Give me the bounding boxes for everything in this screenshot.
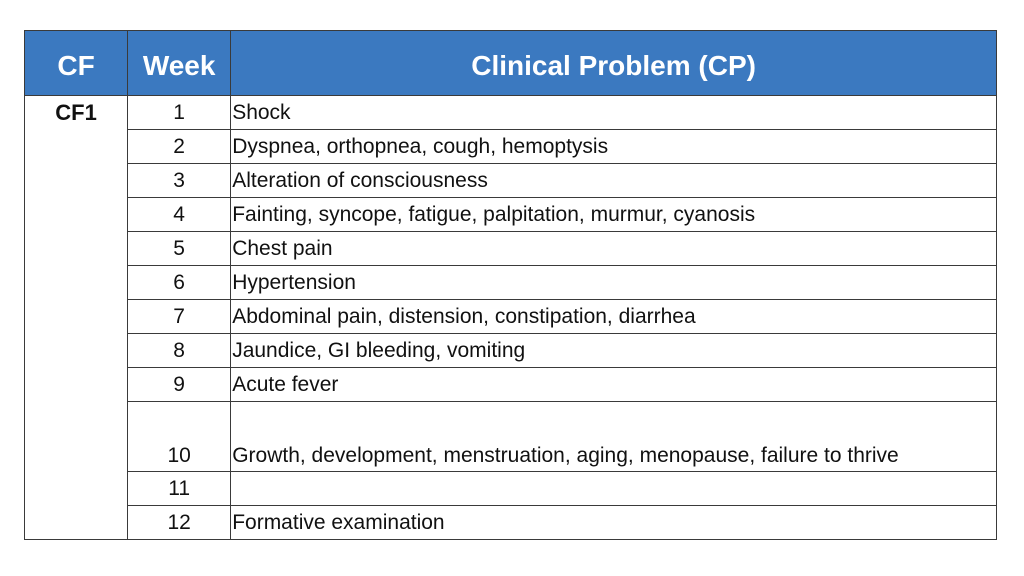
table-row [25,198,997,232]
week-cell: 4 [128,198,231,232]
problem-cell: Abdominal pain, distension, constipation, diarrhea [231,300,997,334]
table-row [25,266,997,300]
problem-cell: Alteration of consciousness [231,164,997,198]
week-cell: 6 [128,266,231,300]
problem-cell: Formative examination [231,506,997,540]
table-row [25,164,997,198]
problem-cell [231,472,997,506]
week-cell: 5 [128,232,231,266]
week-cell: 12 [128,506,231,540]
table-header-row [25,31,997,96]
week-cell: 2 [128,130,231,164]
clinical-problem-table [24,30,997,540]
problem-cell: Chest pain [231,232,997,266]
problem-cell: Shock [231,96,997,130]
table-row [25,368,997,402]
table-row [25,334,997,368]
problem-cell: Acute fever [231,368,997,402]
table-row [25,402,997,472]
week-cell: 8 [128,334,231,368]
week-cell: 10 [128,402,231,472]
problem-cell: Jaundice, GI bleeding, vomiting [231,334,997,368]
table-row [25,300,997,334]
table-row [25,130,997,164]
table-row [25,232,997,266]
week-cell: 3 [128,164,231,198]
problem-cell: Fainting, syncope, fatigue, palpitation, murmur, cyanosis [231,198,997,232]
cf-label: CF1 [25,96,128,540]
table-row [25,506,997,540]
header-cf: CF [25,31,128,96]
table-row [25,472,997,506]
header-week: Week [128,31,231,96]
week-cell: 7 [128,300,231,334]
week-cell: 11 [128,472,231,506]
week-cell: 9 [128,368,231,402]
problem-cell: Dyspnea, orthopnea, cough, hemoptysis [231,130,997,164]
problem-cell: Growth, development, menstruation, aging, menopause, failure to thrive [231,402,997,472]
week-cell: 1 [128,96,231,130]
table-row [25,96,997,130]
header-clinical-problem: Clinical Problem (CP) [231,31,997,96]
problem-cell: Hypertension [231,266,997,300]
